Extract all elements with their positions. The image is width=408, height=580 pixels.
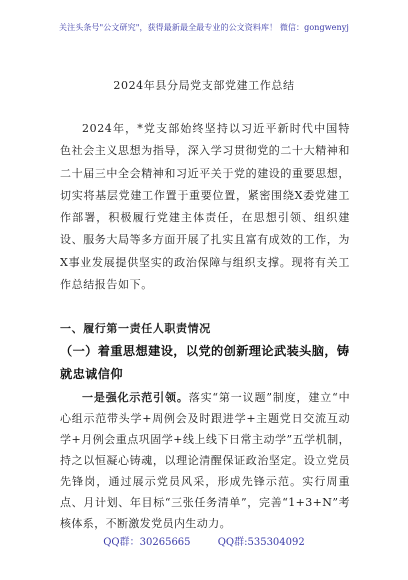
point-body: 落实“第一议题”制度，建立“中心组示范带头学+周例会及时跟进学+主题党日交流互动学+月例会重点巩固学+线上线下日常主动学”五学机制，持之以恒凝心铸魂，以理论清醒保证政治坚定。设立党员先锋岗，通过展示党员风采，形成先锋示范。实行周重点、月计划、年目标“三张任务清单”，完善“1+3+N”考核体系，不断激发党员内生动力。 [60,391,350,530]
point-paragraph [60,387,350,534]
section-heading: 一、履行第一责任人职责情况 [60,322,211,335]
subsection-heading: （一）着重思想建设，以党的创新理论武装头脑，铸就忠诚信仰 [60,344,350,381]
intro-paragraph: 2024年，*党支部始终坚持以习近平新时代中国特色社会主义思想为指导，深入学习贯彻党的二十大精神和二十届三中全会精神和习近平关于党的建设的重要思想，切实将基层党建工作置于重要位置，紧密围绕X委党建工作部署，积极履行党建主体责任，在思想引领、组织建设、服务大局等多方面开展了扎实且富有成效的工作，为X事业发展提供坚实的政治保障与组织支撑。现将有关工作总结报告如下。 [60,122,350,292]
point-section [60,387,350,534]
footer-qq-group-2: QQ群:535304092 [217,537,305,548]
footer [0,533,408,548]
document-title: 2024年县分局党支部党建工作总结 [113,79,295,92]
point-lead: 一是强化示范引领。 [82,391,189,404]
footer-qq-group-1: QQ群：30265665 [103,537,191,548]
header-banner: 关注头条号"公文研究"，获得最新最全最专业的公文资料库！ 微信：gongwenyj [59,23,349,32]
intro-section [60,118,350,296]
